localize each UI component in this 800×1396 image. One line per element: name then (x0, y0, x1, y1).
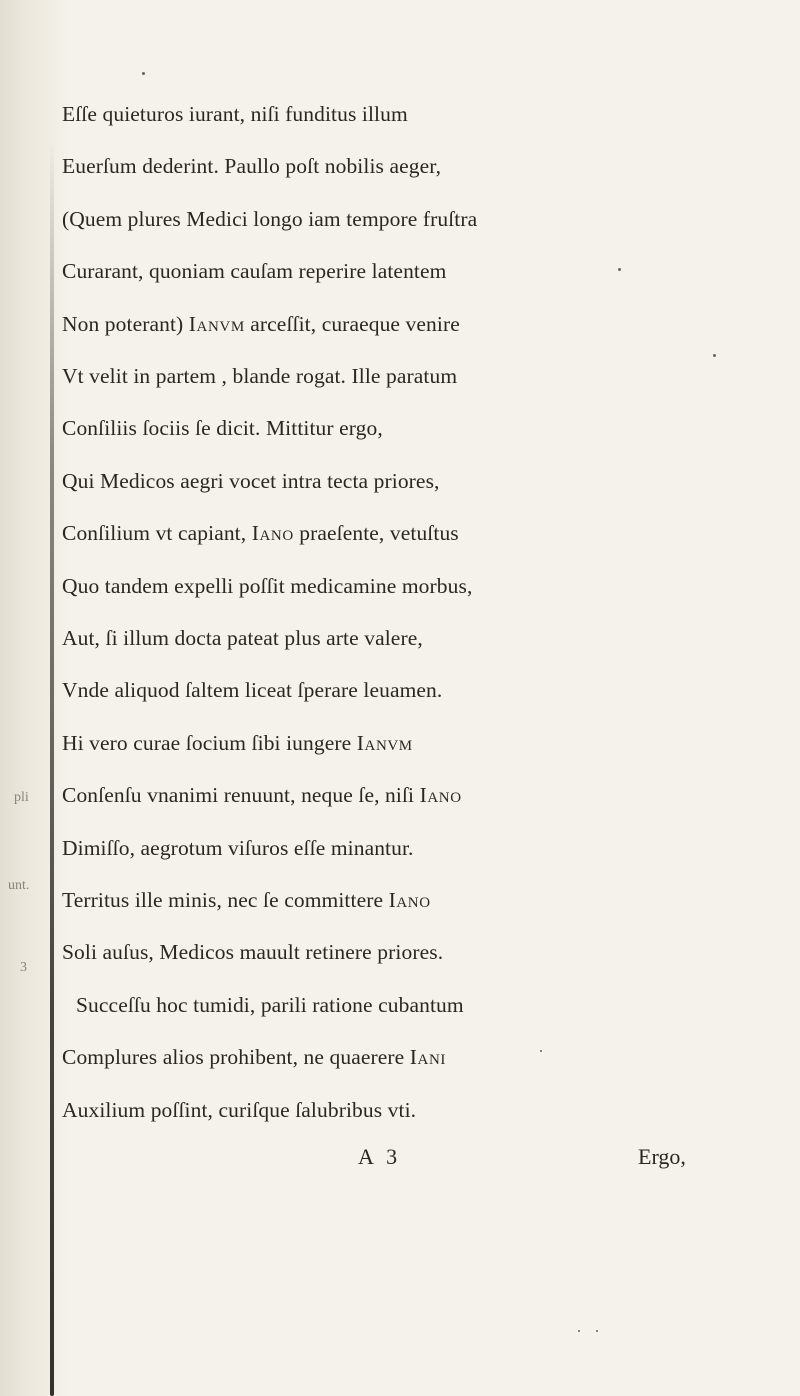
verse-line: Conſiliis ſociis ſe dicit. Mittitur ergo, (62, 416, 383, 441)
bleed-through-text: pli (14, 790, 29, 805)
verse-line: Conſenſu vnanimi renuunt, neque ſe, niſi Iano (62, 783, 462, 808)
binding-gutter (0, 0, 70, 1396)
signature-mark: A 3 (358, 1144, 402, 1169)
binding-edge (50, 140, 54, 1396)
verse-line: Quo tandem expelli poſſit medicamine morbus, (62, 573, 473, 598)
verse-line: Dimiſſo, aegrotum viſuros eſſe minantur. (62, 835, 414, 860)
verse-line: (Quem plures Medici longo iam tempore fruſtra (62, 206, 478, 231)
verse-line: Curarant, quoniam cauſam reperire latentem (62, 259, 447, 284)
catchword: Ergo, (638, 1144, 686, 1169)
verse-line: Succeſſu hoc tumidi, parili ratione cubantum (76, 992, 464, 1017)
verse-line: Qui Medicos aegri vocet intra tecta priores, (62, 468, 440, 493)
verse-line: Complures alios prohibent, ne quaerere Iani (62, 1045, 447, 1070)
verse-line: Territus ille minis, nec ſe committere Iano (62, 888, 431, 912)
verse-line: Hi vero curae ſocium ſibi iungere Ianvm (62, 730, 413, 755)
verse-line: Euerſum dederint. Paullo poſt nobilis aeger, (62, 154, 442, 179)
bleed-through-text: unt. (8, 878, 30, 893)
page-footer (62, 1144, 742, 1176)
verse-line: Soli auſus, Medicos mauult retinere priores. (62, 940, 444, 965)
verse-line: Non poterant) Ianvm arceſſit, curaeque venire (62, 311, 460, 336)
verse-line: Aut, ſi illum docta pateat plus arte valere, (62, 626, 423, 650)
verse-line: Conſilium vt capiant, Iano praeſente, vetuſtus (62, 521, 459, 546)
verse-line: Vt velit in partem , blande rogat. Ille paratum (62, 364, 458, 388)
verse-line: Eſſe quieturos iurant, niſi funditus illum (62, 102, 408, 126)
bleed-through-text: 3 (20, 960, 27, 975)
verse-line: Vnde aliquod ſaltem liceat ſperare leuamen. (62, 678, 443, 703)
verse-line: Auxilium poſſint, curiſque ſalubribus vti. (62, 1097, 417, 1122)
